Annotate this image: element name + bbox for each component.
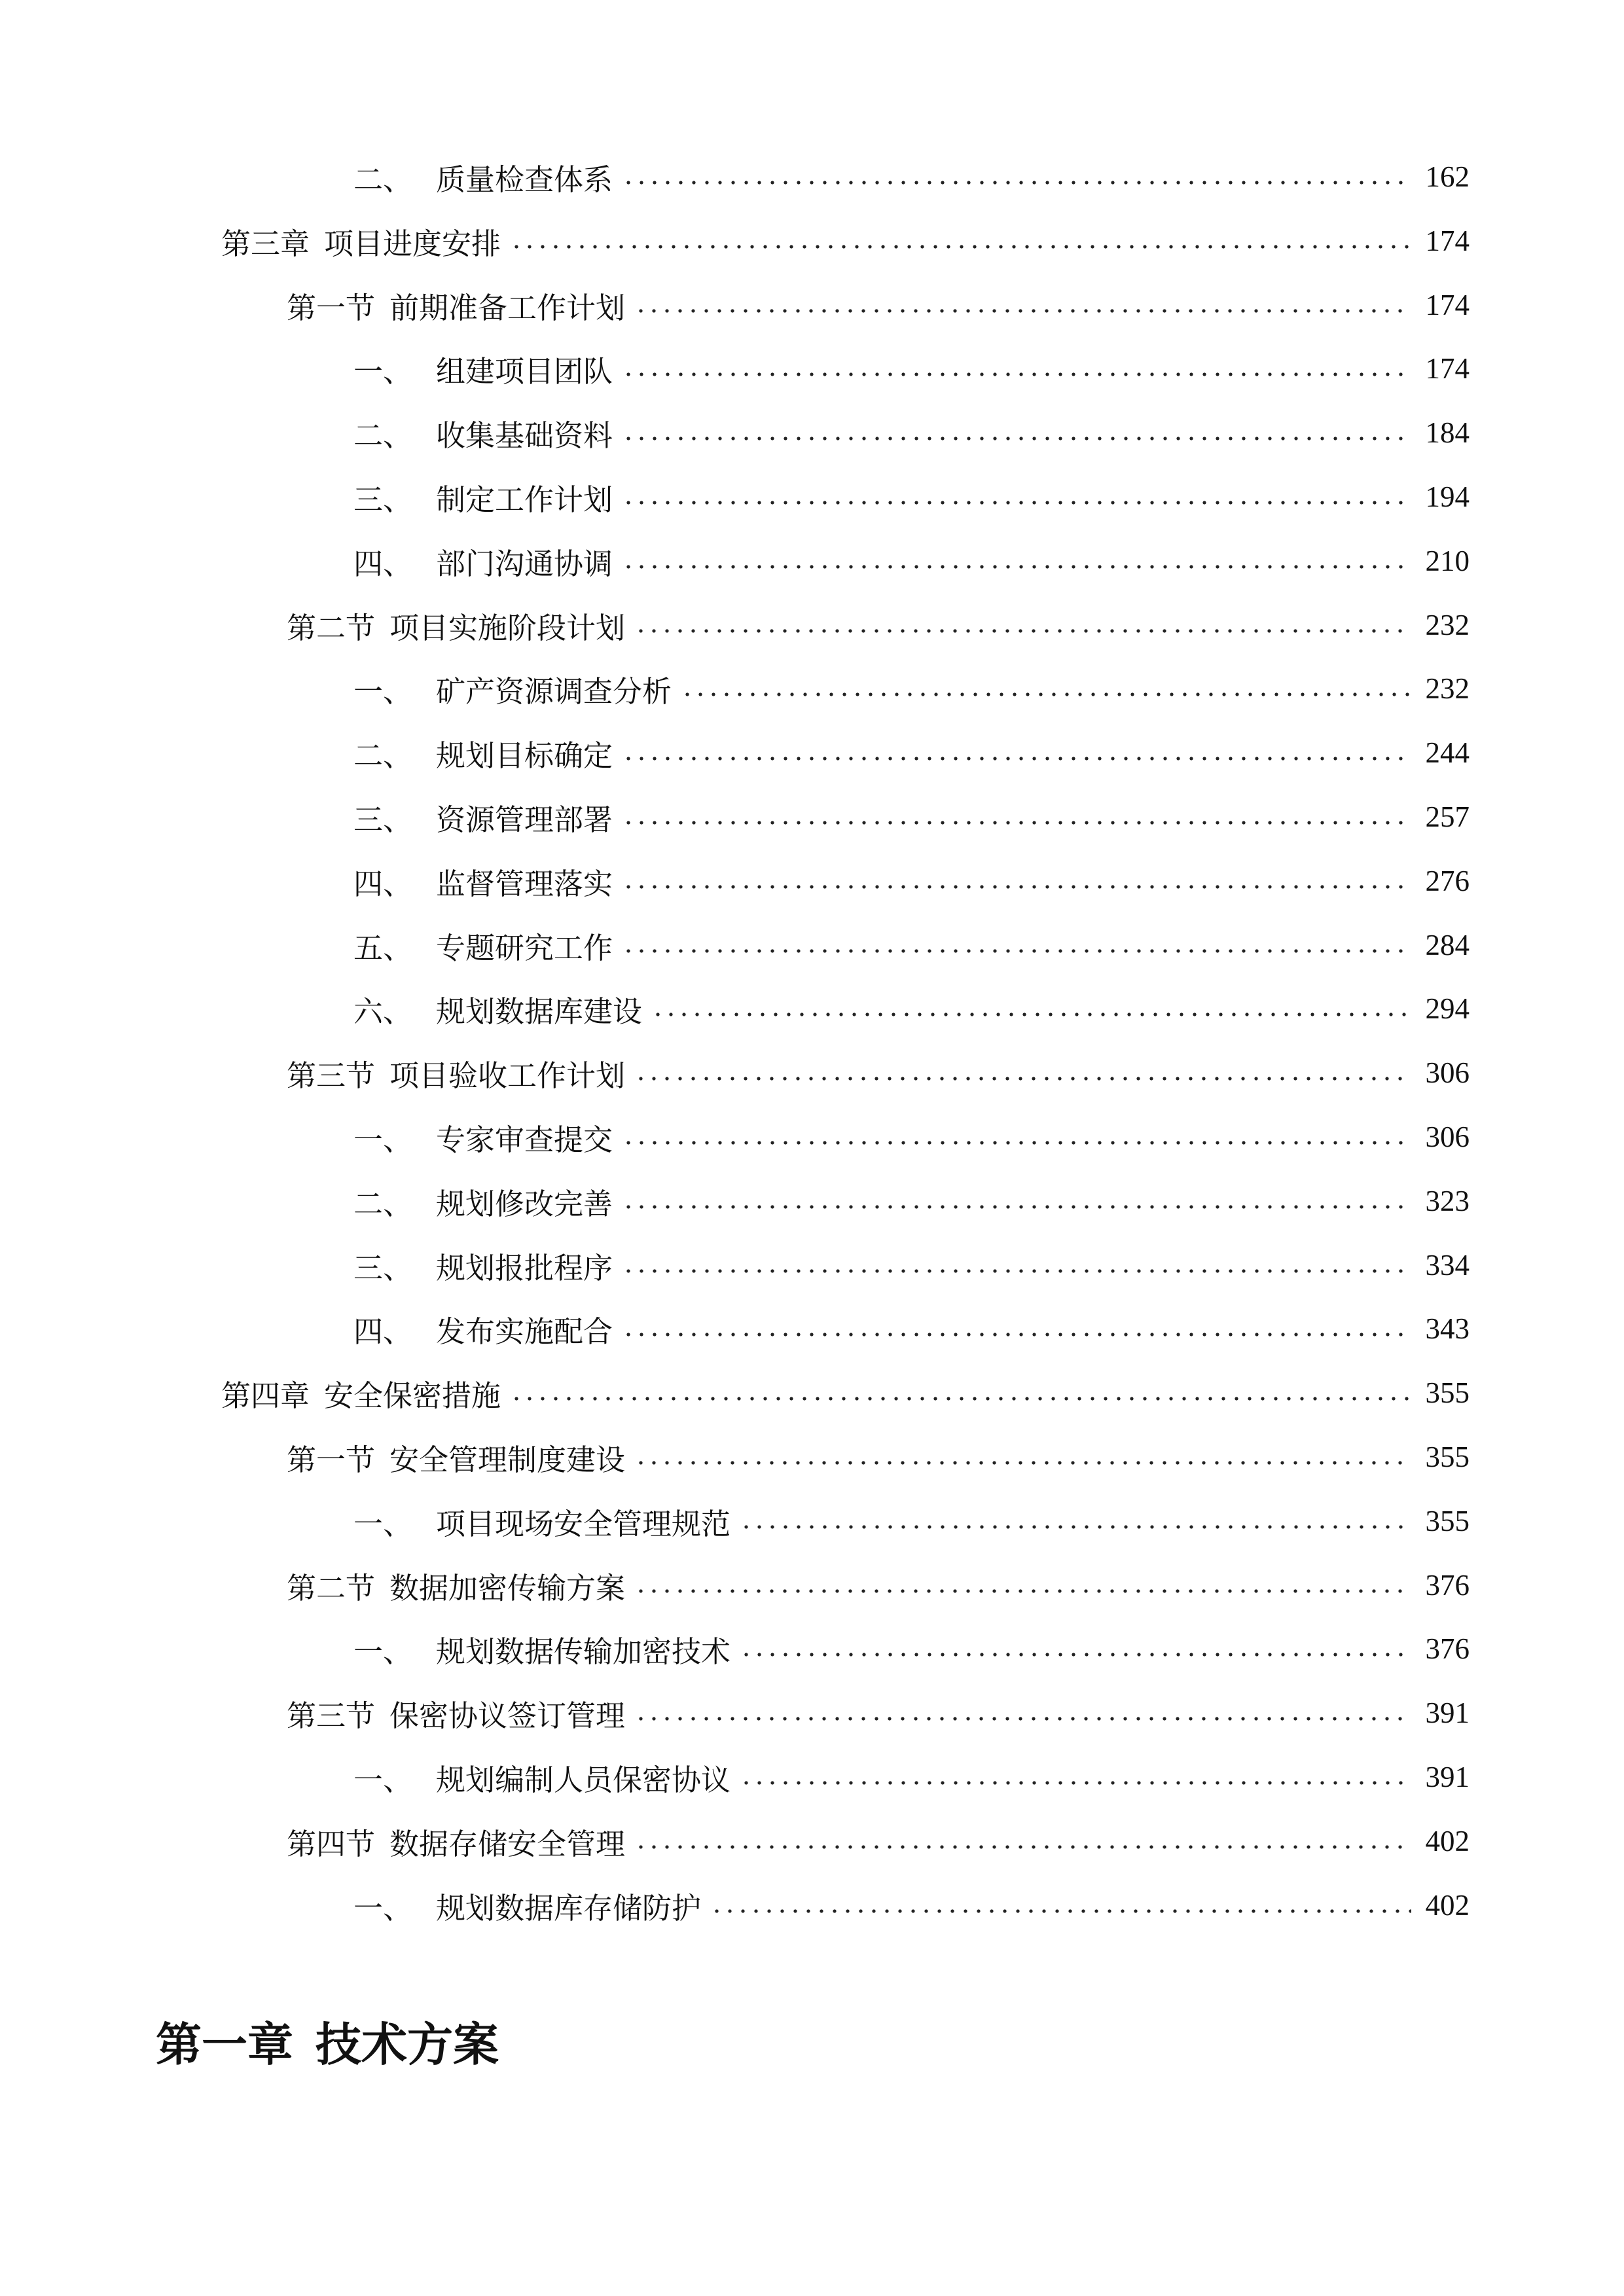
toc-entry-number: 第三章 xyxy=(221,226,310,261)
toc-dot-leader xyxy=(740,1781,1411,1785)
toc-entry-number: 第四章 xyxy=(221,1378,310,1413)
toc-entry-number: 三、 xyxy=(353,1250,413,1285)
toc-page-number: 306 xyxy=(1425,1056,1470,1089)
toc-entry-title: 规划目标确定 xyxy=(436,738,613,773)
toc-page-number: 391 xyxy=(1425,1696,1470,1729)
toc-entry-title: 规划报批程序 xyxy=(436,1250,613,1285)
toc-entry-title: 收集基础资料 xyxy=(436,418,613,453)
toc-entry-item[interactable] xyxy=(353,529,1470,592)
toc-dot-leader xyxy=(622,821,1411,825)
toc-entry-section[interactable] xyxy=(287,1041,1470,1104)
toc-entry-title: 监督管理落实 xyxy=(436,866,613,901)
toc-entry-item[interactable] xyxy=(353,1234,1470,1297)
toc-entry-title: 安全保密措施 xyxy=(324,1378,501,1413)
toc-page-number: 376 xyxy=(1425,1569,1470,1602)
toc-entry-section[interactable] xyxy=(287,1554,1470,1617)
toc-entry-section[interactable] xyxy=(287,1426,1470,1488)
toc-entry-title: 规划数据库存储防护 xyxy=(436,1890,702,1926)
toc-dot-leader xyxy=(622,437,1411,440)
toc-dot-leader xyxy=(622,1205,1411,1209)
toc-entry-number: 三、 xyxy=(353,802,413,837)
toc-page-number: 232 xyxy=(1425,672,1470,705)
toc-entry-number: 第一节 xyxy=(287,1442,376,1477)
toc-dot-leader xyxy=(634,309,1411,313)
toc-entry-number: 二、 xyxy=(353,738,413,773)
toc-page-number: 210 xyxy=(1425,545,1470,577)
toc-entry-title: 专题研究工作 xyxy=(436,930,613,965)
chapter-heading xyxy=(156,2008,499,2074)
toc-dot-leader xyxy=(634,1717,1411,1721)
toc-dot-leader xyxy=(634,1461,1411,1465)
toc-entry-item[interactable] xyxy=(353,1490,1470,1552)
toc-entry-item[interactable] xyxy=(353,1170,1470,1232)
toc-page-number: 355 xyxy=(1425,1441,1470,1473)
toc-page-number: 174 xyxy=(1425,289,1470,321)
toc-page-number: 174 xyxy=(1425,224,1470,257)
toc-page-number: 323 xyxy=(1425,1185,1470,1217)
toc-dot-leader xyxy=(634,629,1411,633)
chapter-heading-number: 第一章 xyxy=(156,2017,293,2072)
toc-entry-number: 六、 xyxy=(353,994,413,1029)
toc-entry-number: 第四节 xyxy=(287,1826,376,1861)
toc-page-number: 334 xyxy=(1425,1249,1470,1282)
toc-dot-leader xyxy=(622,1269,1411,1273)
toc-dot-leader xyxy=(622,565,1411,569)
toc-page-number: 184 xyxy=(1425,416,1470,449)
toc-dot-leader xyxy=(622,1333,1411,1336)
toc-entry-number: 一、 xyxy=(353,1634,413,1669)
toc-dot-leader xyxy=(622,885,1411,889)
toc-entry-item[interactable] xyxy=(353,657,1470,720)
toc-dot-leader xyxy=(634,1589,1411,1593)
toc-entry-title: 保密协议签订管理 xyxy=(389,1698,626,1733)
toc-entry-section[interactable] xyxy=(287,1810,1470,1873)
toc-page-number: 257 xyxy=(1425,800,1470,833)
chapter-heading-title: 技术方案 xyxy=(316,2017,499,2072)
toc-dot-leader xyxy=(622,501,1411,505)
toc-entry-item[interactable] xyxy=(353,1746,1470,1808)
toc-dot-leader xyxy=(634,1845,1411,1849)
toc-page-number: 162 xyxy=(1425,160,1470,193)
toc-page-number: 306 xyxy=(1425,1121,1470,1153)
toc-entry-chapter[interactable] xyxy=(221,209,1470,272)
toc-page-number: 402 xyxy=(1425,1825,1470,1857)
toc-entry-number: 第二节 xyxy=(287,1570,376,1605)
toc-dot-leader xyxy=(510,1397,1411,1401)
toc-entry-number: 一、 xyxy=(353,673,413,709)
toc-page-number: 343 xyxy=(1425,1312,1470,1345)
toc-entry-number: 五、 xyxy=(353,930,413,965)
toc-entry-item[interactable] xyxy=(353,337,1470,400)
toc-entry-item[interactable] xyxy=(353,785,1470,848)
toc-entry-title: 规划数据库建设 xyxy=(436,994,643,1029)
toc-entry-number: 一、 xyxy=(353,1890,413,1926)
toc-entry-number: 四、 xyxy=(353,866,413,901)
toc-entry-title: 发布实施配合 xyxy=(436,1314,613,1349)
toc-dot-leader xyxy=(510,245,1411,249)
toc-entry-title: 组建项目团队 xyxy=(436,353,613,389)
toc-entry-number: 一、 xyxy=(353,1762,413,1797)
toc-dot-leader xyxy=(681,692,1411,696)
toc-entry-number: 四、 xyxy=(353,546,413,581)
toc-entry-item[interactable] xyxy=(353,721,1470,784)
toc-entry-number: 第二节 xyxy=(287,610,376,645)
toc-entry-section[interactable] xyxy=(287,1681,1470,1744)
toc-entry-number: 三、 xyxy=(353,482,413,517)
toc-entry-title: 安全管理制度建设 xyxy=(389,1442,626,1477)
toc-entry-title: 规划数据传输加密技术 xyxy=(436,1634,731,1669)
toc-entry-number: 第三节 xyxy=(287,1058,376,1093)
toc-entry-number: 二、 xyxy=(353,162,413,197)
toc-entry-number: 二、 xyxy=(353,418,413,453)
toc-dot-leader xyxy=(622,757,1411,761)
toc-entry-title: 制定工作计划 xyxy=(436,482,613,517)
toc-page-number: 232 xyxy=(1425,609,1470,641)
toc-entry-section[interactable] xyxy=(287,274,1470,336)
toc-entry-title: 项目进度安排 xyxy=(324,226,501,261)
toc-dot-leader xyxy=(740,1653,1411,1657)
toc-entry-chapter[interactable] xyxy=(221,1361,1470,1424)
toc-dot-leader xyxy=(622,181,1411,185)
toc-entry-number: 一、 xyxy=(353,353,413,389)
toc-dot-leader xyxy=(622,1141,1411,1145)
toc-entry-number: 一、 xyxy=(353,1506,413,1541)
toc-dot-leader xyxy=(622,372,1411,376)
toc-page-number: 376 xyxy=(1425,1632,1470,1665)
toc-entry-title: 项目验收工作计划 xyxy=(389,1058,626,1093)
toc-page-number: 391 xyxy=(1425,1761,1470,1793)
toc-page-number: 174 xyxy=(1425,352,1470,385)
toc-dot-leader xyxy=(622,949,1411,953)
toc-entry-item[interactable] xyxy=(353,1297,1470,1360)
toc-page-number: 402 xyxy=(1425,1889,1470,1922)
toc-page-number: 355 xyxy=(1425,1376,1470,1409)
toc-entry-item[interactable] xyxy=(353,401,1470,464)
toc-entry-title: 项目现场安全管理规范 xyxy=(436,1506,731,1541)
toc-entry-title: 质量检查体系 xyxy=(436,162,613,197)
toc-entry-item[interactable] xyxy=(353,850,1470,912)
toc-entry-number: 二、 xyxy=(353,1186,413,1221)
toc-entry-item[interactable] xyxy=(353,914,1470,977)
toc-entry-title: 规划编制人员保密协议 xyxy=(436,1762,731,1797)
toc-entry-number: 四、 xyxy=(353,1314,413,1349)
toc-entry-title: 专家审查提交 xyxy=(436,1122,613,1157)
toc-entry-title: 项目实施阶段计划 xyxy=(389,610,626,645)
toc-page-number: 244 xyxy=(1425,736,1470,769)
toc-page-number: 194 xyxy=(1425,480,1470,513)
toc-entry-title: 数据存储安全管理 xyxy=(389,1826,626,1861)
toc-dot-leader xyxy=(651,1013,1411,1016)
toc-entry-number: 第一节 xyxy=(287,290,376,325)
toc-page-number: 284 xyxy=(1425,929,1470,961)
toc-entry-item[interactable] xyxy=(353,1874,1470,1937)
toc-dot-leader xyxy=(740,1525,1411,1529)
toc-entry-section[interactable] xyxy=(287,594,1470,656)
toc-page-number: 355 xyxy=(1425,1505,1470,1537)
toc-dot-leader xyxy=(710,1909,1411,1913)
toc-entry-title: 资源管理部署 xyxy=(436,802,613,837)
toc-entry-number: 一、 xyxy=(353,1122,413,1157)
toc-dot-leader xyxy=(634,1077,1411,1081)
toc-entry-item[interactable] xyxy=(353,977,1470,1040)
toc-entry-number: 第三节 xyxy=(287,1698,376,1733)
toc-entry-item[interactable] xyxy=(353,465,1470,528)
toc-entry-item[interactable] xyxy=(353,145,1470,208)
toc-page-number: 276 xyxy=(1425,865,1470,897)
toc-entry-title: 前期准备工作计划 xyxy=(389,290,626,325)
toc-entry-title: 部门沟通协调 xyxy=(436,546,613,581)
toc-page-number: 294 xyxy=(1425,992,1470,1025)
toc-entry-item[interactable] xyxy=(353,1105,1470,1168)
toc-entry-title: 规划修改完善 xyxy=(436,1186,613,1221)
toc-entry-title: 数据加密传输方案 xyxy=(389,1570,626,1605)
toc-entry-item[interactable] xyxy=(353,1617,1470,1680)
toc-entry-title: 矿产资源调查分析 xyxy=(436,673,672,709)
